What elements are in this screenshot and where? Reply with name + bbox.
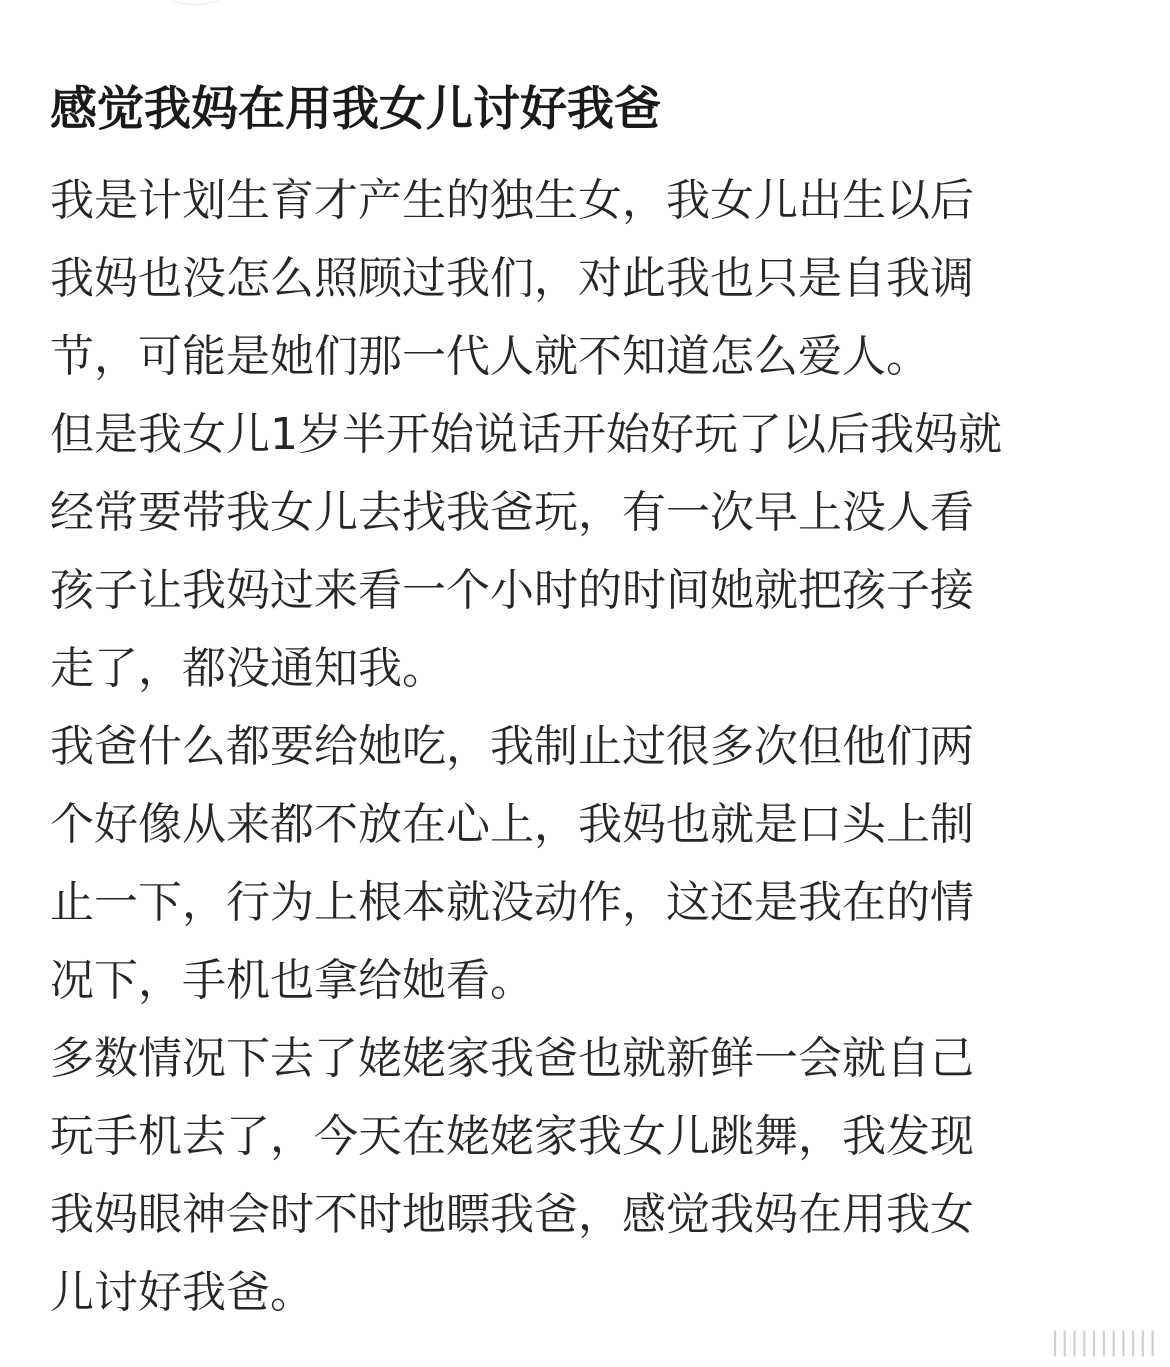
post-title: 感觉我妈在用我女儿讨好我爸 [50,82,661,137]
body-line: 况下，手机也拿给她看。 [50,955,534,1006]
body-line: 走了，都没通知我。 [50,643,446,694]
body-line: 经常要带我女儿去找我爸玩，有一次早上没人看 [50,487,974,538]
body-line: 孩子让我妈过来看一个小时的时间她就把孩子接 [50,565,974,616]
body-line: 止一下，行为上根本就没动作，这还是我在的情 [50,877,974,928]
post-content [50,0,1120,1332]
body-line: 儿讨好我爸。 [50,1267,314,1318]
body-line: 节，可能是她们那一代人就不知道怎么爱人。 [50,331,930,382]
post-body [50,162,1120,1332]
watermark: ||||||||||| [1050,1327,1158,1357]
body-line: 我爸什么都要给她吃，我制止过很多次但他们两 [50,721,974,772]
body-line: 但是我女儿1岁半开始说话开始好玩了以后我妈就 [50,409,1002,460]
body-line: 我是计划生育才产生的独生女，我女儿出生以后 [50,175,974,226]
body-line: 我妈也没怎么照顾过我们，对此我也只是自我调 [50,253,974,304]
body-line: 个好像从来都不放在心上，我妈也就是口头上制 [50,799,974,850]
body-line: 我妈眼神会时不时地瞟我爸，感觉我妈在用我女 [50,1189,974,1240]
body-line: 多数情况下去了姥姥家我爸也就新鲜一会就自己 [50,1033,974,1084]
body-line: 玩手机去了，今天在姥姥家我女儿跳舞，我发现 [50,1111,974,1162]
